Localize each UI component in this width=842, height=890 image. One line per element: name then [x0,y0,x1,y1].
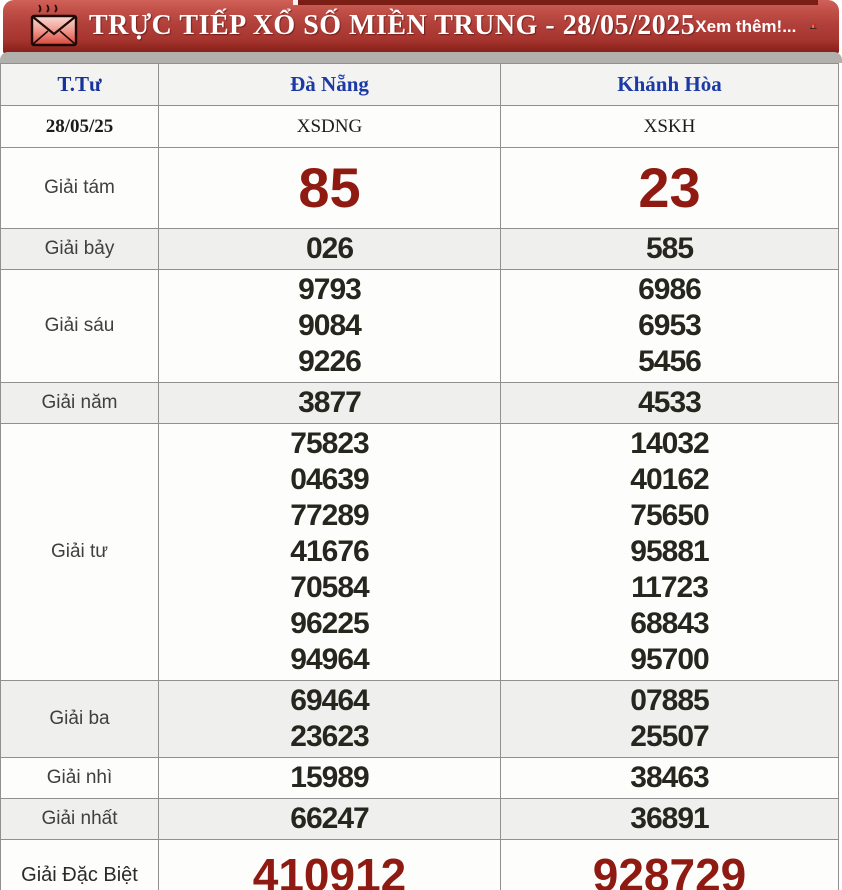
prize-row [1,840,839,890]
prize-number: 75650 [630,499,709,532]
prize-number: 4533 [638,386,701,419]
prize-number: 9084 [298,309,361,342]
station-code-xskh: XSKH [501,106,839,148]
prize-number: 69464 [290,684,369,717]
top-strip-notch [293,0,298,5]
prize-number: 5456 [638,345,701,378]
page-title: TRỰC TIẾP XỔ SỐ MIỀN TRUNG - 28/05/2025 [89,10,696,41]
prize-number: 23 [638,156,701,219]
prize-number-cell [159,681,501,758]
station-code-xsdng: XSDNG [159,106,501,148]
prize-number-cell [501,424,839,681]
draw-date: 28/05/25 [1,106,159,148]
prize-number-cell [159,758,501,799]
prize-row [1,383,839,424]
table-header-row [1,64,839,106]
prize-number: 25507 [630,720,709,753]
prize-number: 585 [645,232,694,265]
prize-number: 94964 [290,643,369,676]
prize-number: 3877 [298,386,361,419]
prize-number: 15989 [290,761,369,794]
prize-number: 928729 [592,849,747,890]
prize-row [1,758,839,799]
prize-row-label: Giải nhất [1,799,159,840]
prize-number: 6953 [638,309,701,342]
prize-number-cell [501,229,839,270]
prize-number: 9226 [298,345,361,378]
prize-number: 66247 [290,802,369,835]
hot-envelope-icon [29,3,79,49]
prize-number-cell [501,383,839,424]
top-strip-dark-segment [296,0,818,5]
prize-number: 23623 [290,720,369,753]
prize-number: 14032 [630,427,709,460]
prize-number-cell [159,840,501,890]
prize-number: 75823 [290,427,369,460]
prize-number: 07885 [630,684,709,717]
prize-number: 6986 [638,273,701,306]
prize-number-cell [159,229,501,270]
prize-row [1,424,839,681]
prize-number: 96225 [290,607,369,640]
prize-number: 41676 [290,535,369,568]
prize-row [1,799,839,840]
prize-number: 38463 [630,761,709,794]
top-strip [0,0,842,6]
prize-row-label: Giải bảy [1,229,159,270]
prize-row [1,148,839,229]
column-header-khanh-hoa[interactable]: Khánh Hòa [501,64,839,106]
prize-number-cell [501,681,839,758]
prize-number-cell [159,799,501,840]
results-table [0,63,839,890]
prize-row-label: Giải sáu [1,270,159,383]
prize-number: 95700 [630,643,709,676]
prize-number-cell [501,758,839,799]
prize-number: 026 [305,232,354,265]
column-header-da-nang[interactable]: Đà Nẵng [159,64,501,106]
station-code-row [1,106,839,148]
prize-number-cell [501,799,839,840]
prize-number: 85 [298,156,361,219]
prize-number-cell [159,424,501,681]
prize-number: 04639 [290,463,369,496]
prize-row [1,270,839,383]
see-more-link[interactable]: Xem thêm!... [695,17,797,36]
prize-row-label: Giải tư [1,424,159,681]
prize-number-cell [501,840,839,890]
prize-number: 9793 [298,273,361,306]
prize-number-cell [159,383,501,424]
prize-row [1,229,839,270]
prize-row-label: Giải tám [1,148,159,229]
prize-row-label: Giải ba [1,681,159,758]
gray-divider-bar [0,52,842,63]
prize-number: 11723 [631,571,708,604]
prize-number: 95881 [630,535,709,568]
prize-number-cell [501,270,839,383]
prize-number: 77289 [290,499,369,532]
prize-number-cell [159,148,501,229]
prize-number: 68843 [630,607,709,640]
prize-number: 36891 [630,802,709,835]
bar-chart-icon[interactable] [810,13,817,39]
prize-row-label: Giải nhì [1,758,159,799]
prize-number: 40162 [630,463,709,496]
prize-number-cell [501,148,839,229]
prize-row [1,681,839,758]
prize-row-label: Giải Đặc Biệt [1,840,159,890]
column-header-day: T.Tư [1,64,159,106]
prize-row-label: Giải năm [1,383,159,424]
prize-number-cell [159,270,501,383]
prize-rows-body [1,148,839,890]
prize-number: 70584 [290,571,369,604]
prize-number: 410912 [252,849,407,890]
lottery-header-bar [3,0,839,54]
